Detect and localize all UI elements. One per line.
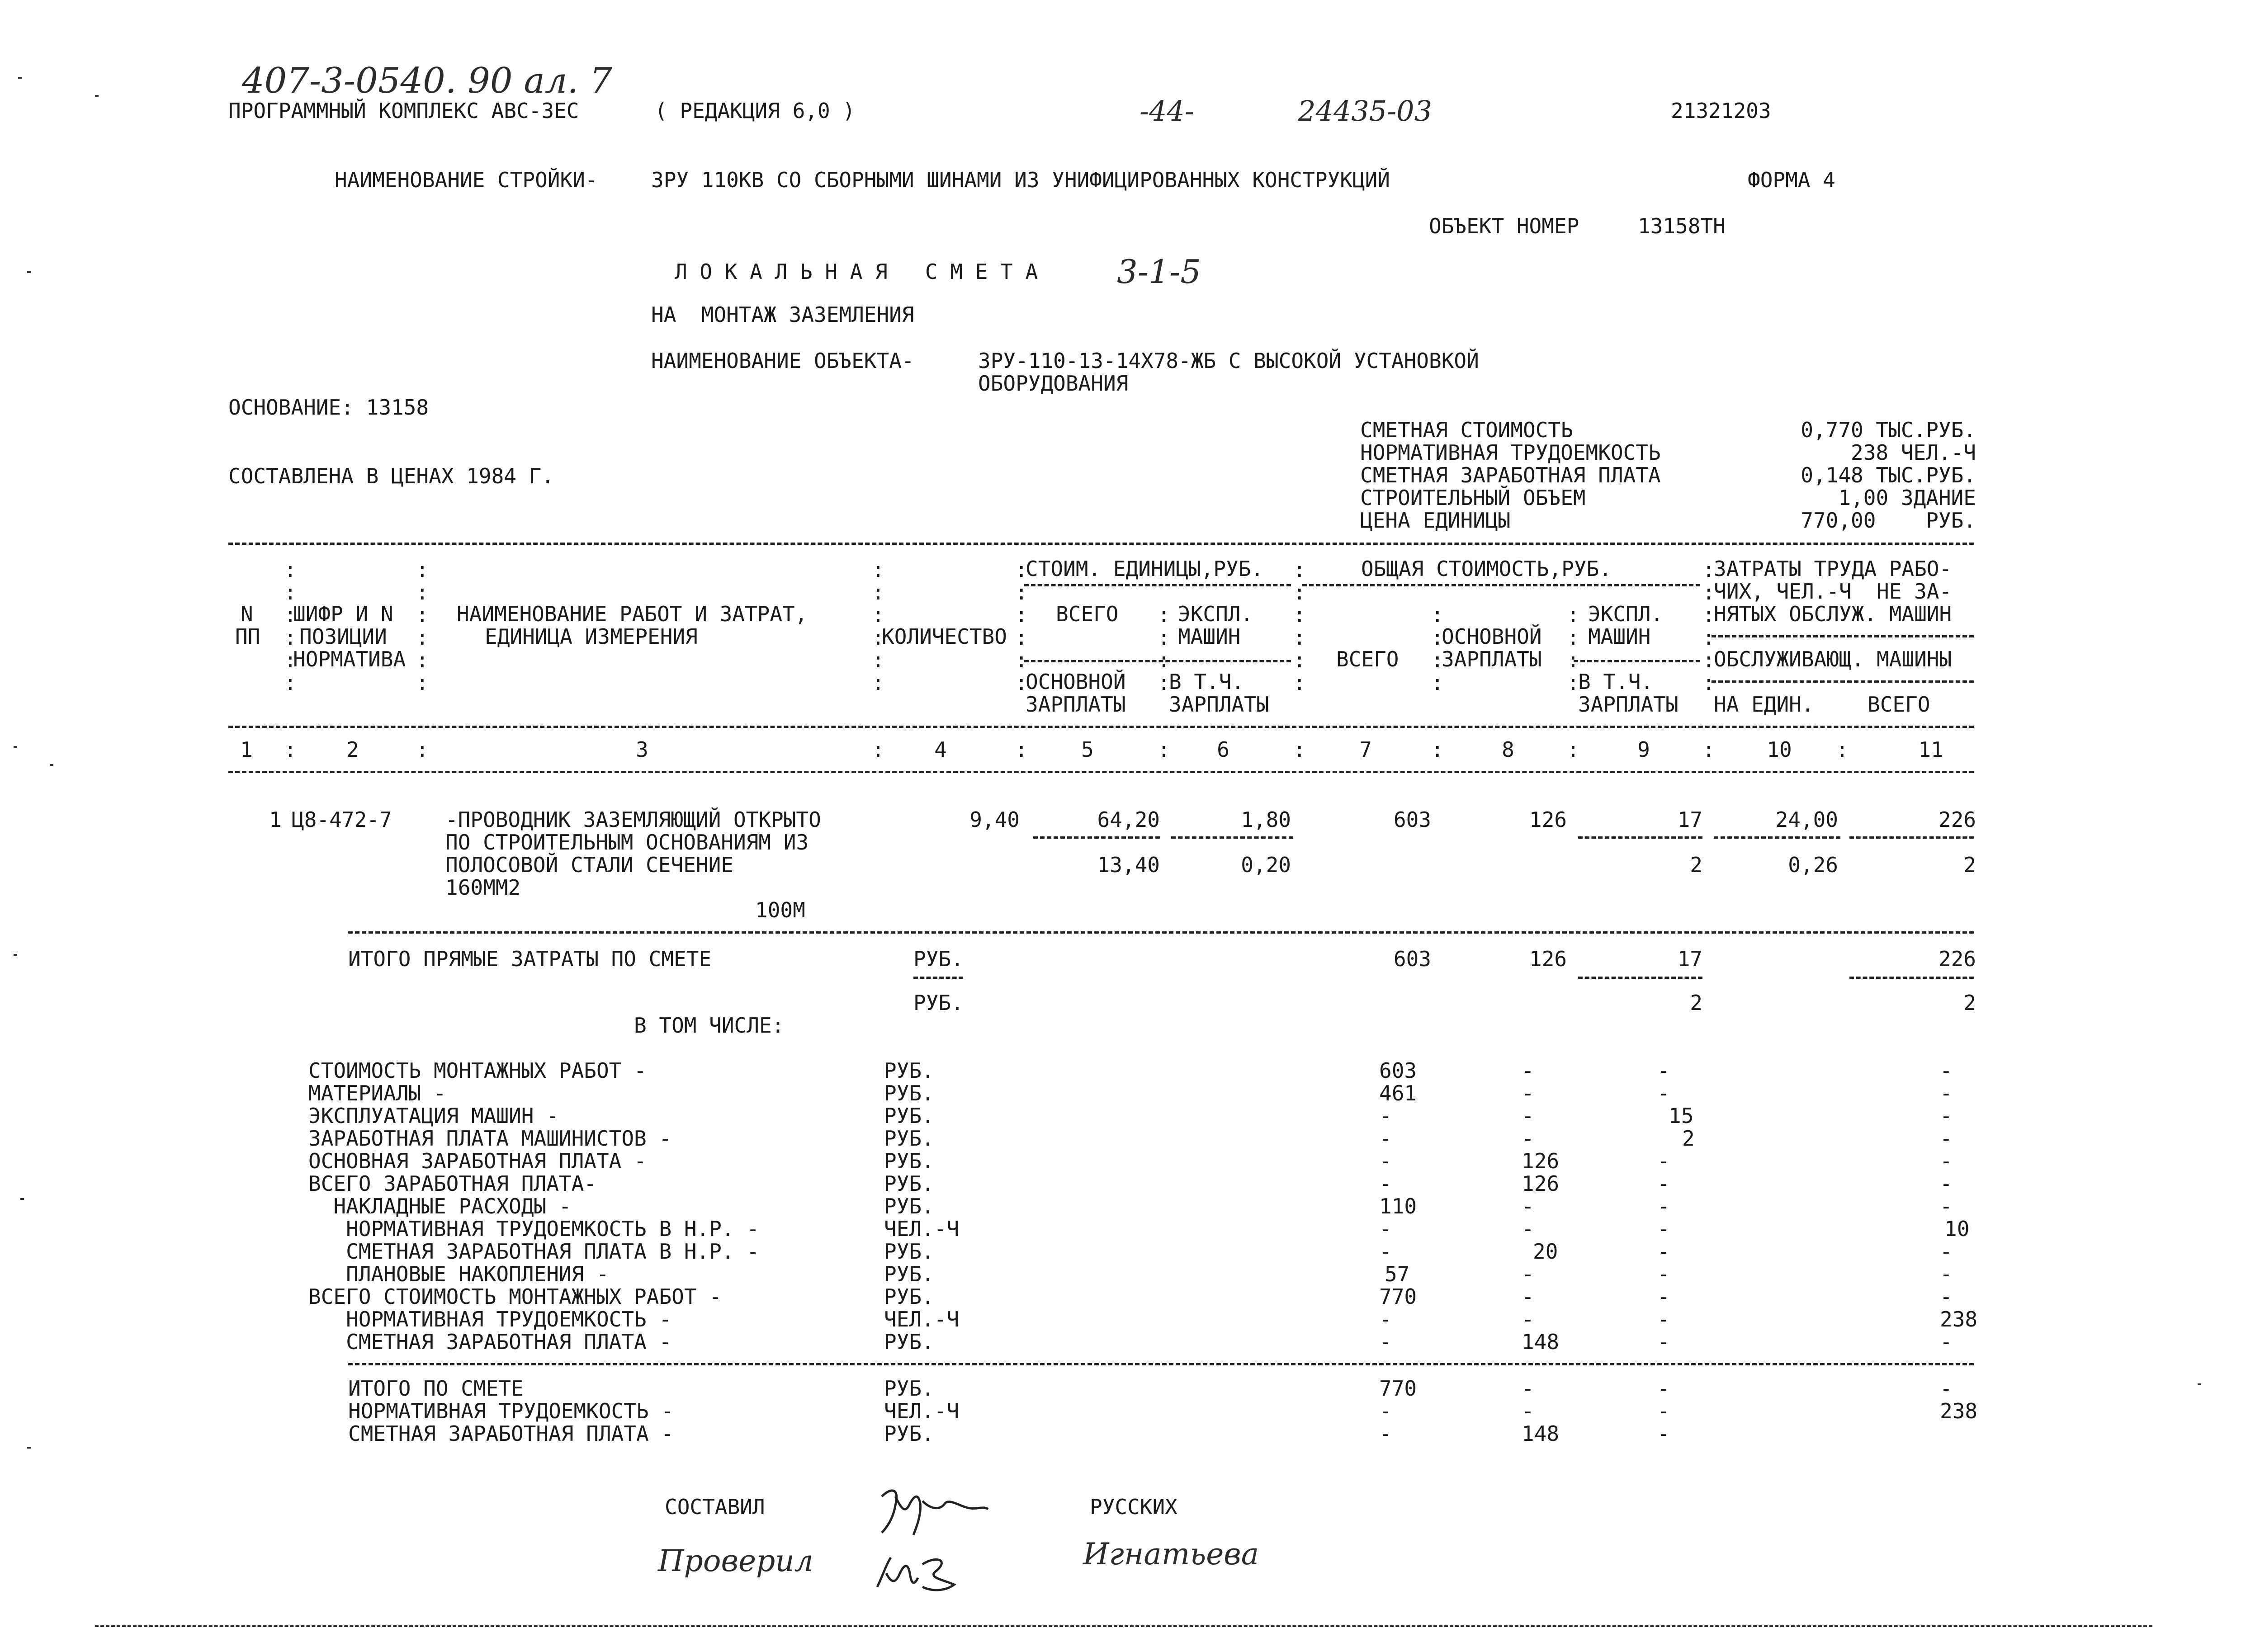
col-labor: ЗАТРАТЫ ТРУДА РАБО- <box>1714 557 1952 581</box>
separator: : <box>872 737 884 762</box>
col-unit-incl: ЗАРПЛАТЫ <box>1169 692 1269 717</box>
col-number: 4 <box>934 737 947 762</box>
separator: : : : : : : <box>284 557 297 695</box>
row-c7: - <box>1379 1171 1392 1196</box>
row-c7: - <box>1379 1330 1392 1354</box>
separator: : <box>284 737 297 762</box>
object-number: 13158ТН <box>1638 214 1726 238</box>
row-c9: - <box>1657 1262 1670 1286</box>
row-c7: - <box>1379 1126 1392 1151</box>
col-number: 9 <box>1637 737 1650 762</box>
rule <box>228 771 1974 773</box>
row-label: ОСНОВНАЯ ЗАРАБОТНАЯ ПЛАТА - <box>308 1149 647 1173</box>
item-expl-wage: 2 <box>1690 853 1702 877</box>
compiled-name: РУССКИХ <box>1090 1495 1177 1519</box>
rule <box>348 1363 1974 1365</box>
separator: : <box>1567 737 1579 762</box>
direct-costs-unit: РУБ. <box>913 947 964 971</box>
row-unit: ЧЕЛ.-Ч <box>884 1217 960 1241</box>
row-c8: 126 <box>1522 1149 1560 1173</box>
row-c8: 126 <box>1522 1171 1560 1196</box>
item-labor-total: 226 <box>1938 807 1976 832</box>
row-c9: 15 <box>1669 1104 1694 1128</box>
separator: : <box>1015 737 1028 762</box>
row-c11: - <box>1940 1171 1953 1196</box>
row-c8: - <box>1522 1307 1534 1331</box>
row-c9: - <box>1657 1171 1670 1196</box>
document-title: Л О К А Л Ь Н А Я С М Е Т А <box>675 260 1038 284</box>
item-code: Ц8-472-7 <box>292 807 392 832</box>
col-unit-expl: ЭКСПЛ. <box>1178 602 1253 626</box>
item-unit-expl: 1,80 <box>1241 807 1291 832</box>
row-c8: - <box>1522 1126 1534 1151</box>
col-pp: ПП <box>235 624 260 649</box>
col-unit-cost: СТОИМ. ЕДИНИЦЫ,РУБ. <box>1026 557 1264 581</box>
col-name: ЕДИНИЦА ИЗМЕРЕНИЯ <box>485 624 698 649</box>
total-c7: - <box>1379 1399 1392 1423</box>
row-unit: РУБ. <box>884 1058 934 1083</box>
scan-speck <box>27 271 31 273</box>
direct-costs-label: ИТОГО ПРЯМЫЕ ЗАТРАТЫ ПО СМЕТЕ <box>348 947 712 971</box>
row-c7: - <box>1379 1104 1392 1128</box>
col-qty: КОЛИЧЕСТВО <box>882 624 1007 649</box>
row-c8: - <box>1522 1081 1534 1105</box>
item-name: ПО СТРОИТЕЛЬНЫМ ОСНОВАНИЯМ ИЗ <box>445 830 809 854</box>
total-c9: - <box>1657 1376 1670 1401</box>
rule <box>1712 635 1974 637</box>
row-c11: 238 <box>1940 1307 1978 1331</box>
row-c9: - <box>1657 1239 1670 1264</box>
row-c8: 20 <box>1533 1239 1558 1264</box>
rule <box>1171 836 1293 839</box>
scan-speck <box>18 77 22 79</box>
total-c8: - <box>1522 1376 1534 1401</box>
rule <box>348 931 1974 934</box>
rule <box>1302 584 1700 586</box>
total-c11: 238 <box>1940 1399 1978 1423</box>
col-labor: ЧИХ, ЧЕЛ.-Ч НЕ ЗА- <box>1714 579 1952 604</box>
separator: : : : : <box>1158 603 1170 695</box>
checked-label: Проверил <box>658 1543 813 1578</box>
item-unit-expl-wage: 0,20 <box>1241 853 1291 877</box>
col-number: 7 <box>1359 737 1372 762</box>
row-c8: 148 <box>1522 1330 1560 1354</box>
total-unit: РУБ. <box>884 1376 934 1401</box>
row-c7: 57 <box>1385 1262 1410 1286</box>
row-label: ЭКСПЛУАТАЦИЯ МАШИН - <box>308 1104 559 1128</box>
item-unit: 100М <box>755 898 805 922</box>
page-number: -44- <box>1140 94 1194 127</box>
summary-value: 238 ЧЕЛ.-Ч <box>1851 440 1976 465</box>
including-label: В ТОМ ЧИСЛЕ: <box>634 1013 785 1038</box>
total-c8: 148 <box>1522 1421 1560 1446</box>
col-labor: НЯТЫХ ОБСЛУЖ. МАШИН <box>1714 602 1952 626</box>
row-c8: - <box>1522 1104 1534 1128</box>
col-name: НАИМЕНОВАНИЕ РАБОТ И ЗАТРАТ, <box>457 602 808 626</box>
separator: : <box>1293 737 1306 762</box>
object-name-label: НАИМЕНОВАНИЕ ОБЪЕКТА- <box>651 349 914 373</box>
row-c7: - <box>1379 1217 1392 1241</box>
row-c7: - <box>1379 1149 1392 1173</box>
scan-speck <box>27 1447 31 1449</box>
row-c11: - <box>1940 1194 1953 1218</box>
row-label: ВСЕГО СТОИМОСТЬ МОНТАЖНЫХ РАБОТ - <box>308 1284 722 1309</box>
direct-costs-unit: РУБ. <box>913 991 964 1015</box>
row-c9: - <box>1657 1058 1670 1083</box>
direct-costs-total: 603 <box>1393 947 1431 971</box>
row-c7: 110 <box>1379 1194 1417 1218</box>
direct-costs-expl-wage: 2 <box>1690 991 1702 1015</box>
direct-costs-labor-machines: 2 <box>1963 991 1976 1015</box>
rule <box>1024 584 1291 586</box>
col-labor-total: ВСЕГО <box>1868 692 1930 717</box>
item-number: 1 <box>269 807 282 832</box>
item-labor-unit: 24,00 <box>1775 807 1838 832</box>
row-c7: - <box>1379 1307 1392 1331</box>
row-label: НОРМАТИВНАЯ ТРУДОЕМКОСТЬ - <box>308 1307 672 1331</box>
col-total-expl: МАШИН <box>1588 624 1651 649</box>
col-total-base: ОСНОВНОЙ <box>1442 624 1542 649</box>
rule <box>1024 660 1291 662</box>
col-cipher: ШИФР И N <box>293 602 393 626</box>
col-number: 1 <box>240 737 253 762</box>
page-edge <box>95 1625 2152 1627</box>
compiled-label: СОСТАВИЛ <box>665 1495 765 1519</box>
scan-speck <box>20 1198 24 1200</box>
col-number: 11 <box>1918 737 1943 762</box>
row-c9: - <box>1657 1081 1670 1105</box>
price-base: СОСТАВЛЕНА В ЦЕНАХ 1984 Г. <box>228 464 554 488</box>
col-per-unit: НА ЕДИН. <box>1714 692 1814 717</box>
object-name-line1: ЗРУ-110-13-14Х78-ЖБ С ВЫСОКОЙ УСТАНОВКОЙ <box>978 349 1479 373</box>
total-label: ИТОГО ПО СМЕТЕ <box>348 1376 524 1401</box>
scan-speck <box>50 764 53 766</box>
row-c8: - <box>1522 1284 1534 1309</box>
separator: : : : : <box>1567 603 1579 695</box>
col-unit-expl: МАШИН <box>1178 624 1241 649</box>
program-name: ПРОГРАММНЫЙ КОМПЛЕКС АВС-3ЕС <box>228 99 579 123</box>
col-number: 3 <box>636 737 648 762</box>
item-name: -ПРОВОДНИК ЗАЗЕМЛЯЮЩИЙ ОТКРЫТО <box>445 807 821 832</box>
edition: ( РЕДАКЦИЯ 6,0 ) <box>655 99 856 123</box>
col-number: 10 <box>1767 737 1792 762</box>
rule <box>1578 977 1702 979</box>
col-labor: ОБСЛУЖИВАЮЩ. МАШИНЫ <box>1714 647 1952 671</box>
scan-speck <box>2198 1383 2201 1385</box>
row-c8: - <box>1522 1058 1534 1083</box>
total-c9: - <box>1657 1421 1670 1446</box>
direct-costs-labor: 226 <box>1938 947 1976 971</box>
row-c11: - <box>1940 1262 1953 1286</box>
object-number-label: ОБЪЕКТ НОМЕР <box>1429 214 1579 238</box>
row-c11: - <box>1940 1149 1953 1173</box>
handwritten-reference: 407-3-0540. 90 ал. 7 <box>242 61 612 101</box>
summary-value: 1,00 ЗДАНИЕ <box>1838 486 1976 510</box>
summary-label: НОРМАТИВНАЯ ТРУДОЕМКОСТЬ <box>1360 440 1661 465</box>
rule <box>1033 836 1160 839</box>
handwritten-doc-number: 24435-03 <box>1298 94 1433 127</box>
row-c11: - <box>1940 1126 1953 1151</box>
row-c9: - <box>1657 1217 1670 1241</box>
col-total-incl: В Т.Ч. <box>1578 670 1654 694</box>
total-c7: 770 <box>1379 1376 1417 1401</box>
rule <box>1574 660 1700 662</box>
row-label: СТОИМОСТЬ МОНТАЖНЫХ РАБОТ - <box>308 1058 647 1083</box>
row-unit: ЧЕЛ.-Ч <box>884 1307 960 1331</box>
item-name: ПОЛОСОВОЙ СТАЛИ СЕЧЕНИЕ <box>445 853 733 877</box>
basis: ОСНОВАНИЕ: 13158 <box>228 395 429 420</box>
row-c7: 770 <box>1379 1284 1417 1309</box>
col-number: 5 <box>1081 737 1094 762</box>
item-labor-unit-machines: 0,26 <box>1788 853 1838 877</box>
row-label: СМЕТНАЯ ЗАРАБОТНАЯ ПЛАТА В Н.Р. - <box>308 1239 759 1264</box>
row-label: ВСЕГО ЗАРАБОТНАЯ ПЛАТА- <box>308 1171 596 1196</box>
row-unit: РУБ. <box>884 1194 934 1218</box>
direct-costs-wage: 126 <box>1529 947 1567 971</box>
separator: : : : : <box>1431 603 1444 695</box>
separator: : : : : : : <box>1015 557 1028 695</box>
direct-costs-expl: 17 <box>1677 947 1702 971</box>
rule <box>1712 680 1974 683</box>
col-unit-base: ЗАРПЛАТЫ <box>1026 692 1126 717</box>
item-total: 603 <box>1393 807 1431 832</box>
document-number: 21321203 <box>1671 99 1771 123</box>
object-name-line2: ОБОРУДОВАНИЯ <box>978 371 1129 396</box>
summary-label: СМЕТНАЯ СТОИМОСТЬ <box>1360 418 1573 442</box>
separator: : <box>1431 737 1444 762</box>
col-total-cost: ОБЩАЯ СТОИМОСТЬ,РУБ. <box>1361 557 1612 581</box>
item-labor-total-machines: 2 <box>1963 853 1976 877</box>
rule <box>913 977 963 979</box>
compiler-signature <box>873 1478 1008 1546</box>
separator: : : : : : : <box>416 557 429 695</box>
rule <box>228 726 1974 728</box>
row-unit: РУБ. <box>884 1330 934 1354</box>
col-unit-all: ВСЕГО <box>1056 602 1119 626</box>
row-c7: - <box>1379 1239 1392 1264</box>
item-base-wage: 126 <box>1529 807 1567 832</box>
row-c8: - <box>1522 1217 1534 1241</box>
rule <box>1849 977 1974 979</box>
total-c11: - <box>1940 1376 1953 1401</box>
row-c9: 2 <box>1682 1126 1695 1151</box>
row-label: ПЛАНОВЫЕ НАКОПЛЕНИЯ - <box>308 1262 609 1286</box>
row-c9: - <box>1657 1149 1670 1173</box>
item-expl: 17 <box>1677 807 1702 832</box>
row-unit: РУБ. <box>884 1104 934 1128</box>
checked-name: Игнатьева <box>1083 1537 1259 1572</box>
separator: : <box>1836 737 1849 762</box>
row-c11: - <box>1940 1330 1953 1354</box>
form-label: ФОРМА 4 <box>1748 168 1835 192</box>
col-total-expl: ЭКСПЛ. <box>1588 602 1664 626</box>
col-number: 2 <box>346 737 359 762</box>
summary-value: 0,770 ТЫС.РУБ. <box>1801 418 1976 442</box>
row-c9: - <box>1657 1194 1670 1218</box>
separator: : <box>1702 737 1715 762</box>
col-total-incl: ЗАРПЛАТЫ <box>1578 692 1679 717</box>
document-subtitle: НА МОНТАЖ ЗАЗЕМЛЕНИЯ <box>651 302 914 327</box>
row-c7: 461 <box>1379 1081 1417 1105</box>
row-unit: РУБ. <box>884 1081 934 1105</box>
rule <box>228 543 1974 545</box>
total-label: СМЕТНАЯ ЗАРАБОТНАЯ ПЛАТА - <box>348 1421 674 1446</box>
row-c8: - <box>1522 1262 1534 1286</box>
row-c11: - <box>1940 1239 1953 1264</box>
total-label: НОРМАТИВНАЯ ТРУДОЕМКОСТЬ - <box>348 1399 674 1423</box>
row-c8: - <box>1522 1194 1534 1218</box>
summary-value: 770,00 РУБ. <box>1801 508 1976 533</box>
checker-signature <box>868 1546 972 1596</box>
col-cipher: НОРМАТИВА <box>293 647 406 671</box>
rule <box>1578 836 1702 839</box>
col-cipher: ПОЗИЦИИ <box>299 624 387 649</box>
row-c11: - <box>1940 1104 1953 1128</box>
separator: : <box>1158 737 1170 762</box>
item-unit-total: 64,20 <box>1097 807 1160 832</box>
estimate-number: 3-1-5 <box>1117 253 1201 291</box>
item-unit-wage: 13,40 <box>1097 853 1160 877</box>
construction-label: НАИМЕНОВАНИЕ СТРОЙКИ- <box>335 168 598 192</box>
separator: : <box>416 737 429 762</box>
total-c8: - <box>1522 1399 1534 1423</box>
col-number: 8 <box>1502 737 1514 762</box>
scan-speck <box>14 954 17 956</box>
col-n: N <box>241 602 253 626</box>
scan-speck <box>14 746 17 748</box>
summary-label: ЦЕНА ЕДИНИЦЫ <box>1360 508 1511 533</box>
col-unit-incl: В Т.Ч. <box>1169 670 1244 694</box>
row-unit: РУБ. <box>884 1284 934 1309</box>
row-c11: 10 <box>1944 1217 1970 1241</box>
summary-label: СМЕТНАЯ ЗАРАБОТНАЯ ПЛАТА <box>1360 463 1661 487</box>
col-unit-base: ОСНОВНОЙ <box>1026 670 1126 694</box>
row-c9: - <box>1657 1330 1670 1354</box>
total-c7: - <box>1379 1421 1392 1446</box>
row-c11: - <box>1940 1058 1953 1083</box>
item-name: 160ММ2 <box>445 875 521 900</box>
row-label: НОРМАТИВНАЯ ТРУДОЕМКОСТЬ В Н.Р. - <box>308 1217 759 1241</box>
separator: : : : : : : <box>872 557 884 695</box>
col-total-base: ЗАРПЛАТЫ <box>1442 647 1542 671</box>
separator: : : : : : : <box>1702 557 1715 695</box>
total-unit: ЧЕЛ.-Ч <box>884 1399 960 1423</box>
separator: : : : : : : <box>1293 557 1306 695</box>
scan-speck <box>95 95 99 97</box>
row-label: СМЕТНАЯ ЗАРАБОТНАЯ ПЛАТА - <box>308 1330 672 1354</box>
row-unit: РУБ. <box>884 1262 934 1286</box>
row-c11: - <box>1940 1081 1953 1105</box>
total-unit: РУБ. <box>884 1421 934 1446</box>
row-label: НАКЛАДНЫЕ РАСХОДЫ - <box>308 1194 572 1218</box>
row-unit: РУБ. <box>884 1126 934 1151</box>
row-unit: РУБ. <box>884 1171 934 1196</box>
rule <box>1849 836 1974 839</box>
col-number: 6 <box>1217 737 1229 762</box>
row-c7: 603 <box>1379 1058 1417 1083</box>
col-total-all: ВСЕГО <box>1336 647 1399 671</box>
total-c9: - <box>1657 1399 1670 1423</box>
item-qty: 9,40 <box>969 807 1020 832</box>
summary-label: СТРОИТЕЛЬНЫЙ ОБЪЕМ <box>1360 486 1586 510</box>
row-c11: - <box>1940 1284 1953 1309</box>
row-unit: РУБ. <box>884 1239 934 1264</box>
rule <box>1714 836 1840 839</box>
row-label: ЗАРАБОТНАЯ ПЛАТА МАШИНИСТОВ - <box>308 1126 672 1151</box>
row-label: МАТЕРИАЛЫ - <box>308 1081 446 1105</box>
summary-value: 0,148 ТЫС.РУБ. <box>1801 463 1976 487</box>
row-c9: - <box>1657 1307 1670 1331</box>
construction-name: ЗРУ 110КВ СО СБОРНЫМИ ШИНАМИ ИЗ УНИФИЦИРОВАННЫХ КОНСТРУКЦИЙ <box>651 168 1390 192</box>
row-c9: - <box>1657 1284 1670 1309</box>
row-unit: РУБ. <box>884 1149 934 1173</box>
